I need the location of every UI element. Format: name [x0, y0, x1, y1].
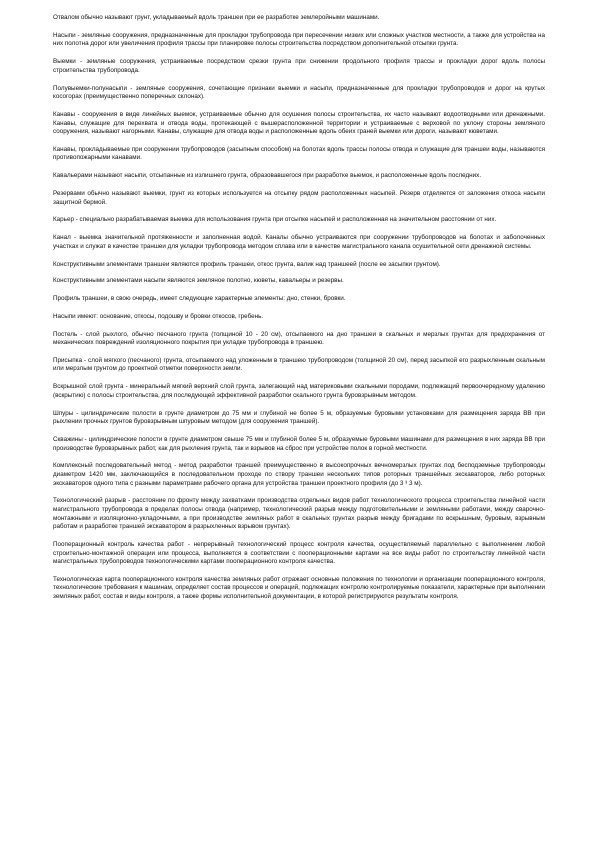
- paragraph-kompleksny-metod: Комплексный последовательный метод - метод разработки траншей преимущественно в высокопрочных вечномерзлых грунтах под бесподземные трубопроводы диаметром 1420 мм, заключающийся в последовательном проходе по створу траншеи нескольких типов роторных траншейных экскаваторов, либо роторных экскаваторов одного типа с разными параметрами рабочего органа для устройства траншеи проектного профиля (до 3 ³ 3 м).: [53, 462, 545, 487]
- paragraph-karier: Карьер - специально разрабатываемая выемка для использования грунта при отсыпке насыпей и расположенная на значительном расстоянии от них.: [53, 216, 497, 224]
- paragraph-otval: Отвалом обычно называют грунт, укладываемый вдоль траншеи при ее разработке землеройными машинами.: [53, 14, 380, 21]
- paragraph-protivopozharnye: Канавы, прокладываемые при сооружении трубопроводов (засыпным способом) на болотах вдоль трассы полосы отвода и служащие для траншеи воды, называются противопожарными канавами.: [53, 145, 545, 162]
- paragraph-prisypka: Присыпка - слой мягкого (песчаного) грунта, отсыпаемого над уложенным в траншею трубопроводом (толщиной 20 см), перед засыпкой его разрыхленным скальным или мерзлым грунтом до проектной отметки поверхности земли.: [53, 356, 545, 373]
- paragraph-elementy-transhei: Конструктивными элементами траншеи являются профиль траншеи, откос грунта, валик над траншеей (после ее засыпки грунтом).: [53, 260, 441, 268]
- paragraph-tekh-razryv: Технологический разрыв - расстояние по фронту между захватками производства отдельных видов работ технологического процесса строительства линейной части магистрального трубопровода в пределах полосы отвода (например, технологический разрыв между подготовительными и земляными работами, между сварочно-монтажными и изоляционно-укладочными, а при производстве земляных работ в скальных грунтах разрыв между бригадами по вскрышным, буровым, взрывным работам и разработке траншей экскаватором в разрыхленных взрывом грунтах).: [53, 497, 545, 531]
- paragraph-postel: Постель - слой рыхлого, обычно песчаного грунта (толщиной 10 - 20 см), отсыпаемого на дно траншеи в скальных и мерзлых грунтах для предохранения от механических повреждений изоляционного покрытия при укладке трубопровода в траншею.: [53, 330, 545, 347]
- paragraph-rezervy: Резервами обычно называют выемки, грунт из которых используется на отсыпку рядом расположенных насыпей. Резерв отделяется от заложения откоса насыпи защитной бермой.: [53, 190, 545, 206]
- paragraph-kanal: Канал - выемка значительной протяженности и заполненная водой. Каналы обычно устраиваются при сооружении трубопроводов на болотах и заболоченных участках и служат в качестве траншеи для укладки трубопровода методом сплава или в качестве магистрального канала осушительной сети дренажной системы.: [53, 234, 545, 250]
- paragraph-vskryshnoy: Вскрышной слой грунта - минеральный мягкий верхний слой грунта, залегающий над материковыми скальными породами, подлежащий первоочередному удалению (вскрытию) с полосы строительства, для последующей эффективной разработки скального грунта буровзрывным методом.: [53, 383, 545, 399]
- paragraph-profil: Профиль траншеи, в свою очередь, имеет следующие характерные элементы: дно, стенки, бровки.: [53, 294, 346, 302]
- paragraph-elementy-nasypi: Конструктивными элементами насыпи являются земляное полотно, кюветы, кавальеры и резервы.: [53, 277, 344, 285]
- paragraph-poluvyemki: Полувыемки-полунасыпи - земляные сооружения, сочетающие признаки выемки и насыпи, предназначенные для прокладки трубопроводов и дорог на крутых косогорах (преимущественно поперечных склонах).: [53, 84, 545, 101]
- paragraph-shpury: Шпуры - цилиндрические полости в грунте диаметром до 75 мм и глубиной не более 5 м, образуемые буровыми установками для размещения заряда ВВ при рыхлении прочных грунтов буровзрывным шпуровым методом (для сооружения траншей).: [53, 409, 545, 426]
- paragraph-nasypi: Насыпи - земляные сооружения, предназначенные для прокладки трубопровода при пересечении низких или сложных участков местности, а также для устройства на них полотна дорог или увеличения профиля трассы при планировке полосы строительства посредством дополнительной отсыпки грунта.: [53, 31, 545, 48]
- paragraph-tekh-karta: Технологическая карта пооперационного контроля качества земляных работ отражает основные положения по технологии и организации пооперационного контроля, технологические требования к машинам, определяет состав процессов и операций, подлежащих контролю контролируемые показатели, характерные при выполнении земляных работ, состав и виды контроля, а также формы исполнительной документации, в которой регистрируются результаты контроля.: [53, 575, 545, 601]
- document-body: [53, 14, 545, 611]
- paragraph-kontrol-kachestva: Пооперационный контроль качества работ - непрерывный технологический процесс контроля качества, осуществляемый параллельно с выполнением любой строительно-монтажной операции или процесса, выполняется в соответствии с пооперационными картами на все виды работ по строительству линейной части магистральных трубопроводов технологическими картами пооперационного контроля качества.: [53, 540, 545, 566]
- paragraph-skvazhiny: Скважины - цилиндрические полости в грунте диаметром свыше 75 мм и глубиной более 5 м, образуемые буровыми машинами для размещения в них заряда ВВ при производстве буровзрывных работ, как для рыхления грунта, так и взрывов на сброс при устройстве полок в горной местности.: [53, 436, 545, 452]
- paragraph-kanavy: Канавы - сооружения в виде линейных выемок, устраиваемые обычно для осушения полосы строительства, их часто называют водоотводными или дренажными. Канавы, служащие для перехвата и отвода воды, протекающей с вышерасположенной территории и устраиваемые с верховой по уклону стороны земляного сооружения, называют нагорными. Канавы, служащие для отвода воды и расположенные вдоль обеих граней выемки или дороги, называют кюветами.: [53, 110, 545, 136]
- paragraph-vyemki: Выемки - земляные сооружения, устраиваемые посредством срезки грунта при снижении продольного профиля трассы и прокладки дорог вдоль полосы строительства трубопровода.: [53, 58, 545, 74]
- paragraph-kavaliery: Кавальерами называют насыпи, отсыпанные из излишнего грунта, образовавшегося при разработке выемок, и расположенные вдоль последних.: [53, 172, 482, 180]
- paragraph-nasypi-imeyut: Насыпи имеют: основание, откосы, подошву и бровки откосов, гребень.: [53, 312, 264, 320]
